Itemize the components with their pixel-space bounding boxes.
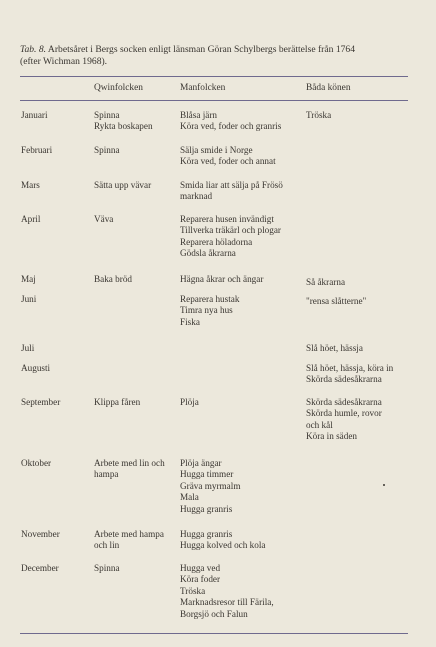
task-text: Plöja (180, 397, 199, 407)
task-text: Väva (94, 214, 114, 224)
task-text: Tröska (306, 110, 332, 120)
task-text: Arbete med hampa (94, 529, 164, 539)
task-text: Köra in säden (306, 431, 358, 442)
men-cell (180, 110, 304, 133)
task-text: Gräva myrmalm (180, 480, 241, 491)
both-cell (306, 397, 416, 443)
women-cell (94, 180, 178, 191)
header-rule (20, 100, 408, 101)
task-text: Tröska (180, 585, 206, 596)
task-text: Slå höet, hässja (306, 343, 363, 353)
month-cell (21, 180, 91, 191)
task-text: Baka bröd (94, 274, 133, 284)
caption-line-2: (efter Wichman 1968). (20, 56, 108, 67)
task-text: Hugga ved (180, 563, 221, 573)
task-text: och lin (94, 540, 120, 551)
task-text: Skörda sädesåkrarna (306, 397, 382, 407)
bottom-rule (20, 633, 408, 634)
task-text: Skörda humle, rovor (306, 408, 382, 419)
task-text: Marknadsresor till Färila, (180, 597, 274, 608)
month-cell (21, 274, 91, 285)
header-both: Båda könen (306, 83, 351, 93)
men-cell (180, 458, 304, 515)
task-text: Tillverka träkärl och plogar (180, 225, 281, 236)
task-text: Sälja smide i Norge (180, 145, 253, 155)
both-cell (306, 343, 416, 354)
task-text: Spinna (94, 563, 120, 573)
month-label: Juli (21, 343, 35, 353)
women-cell (94, 145, 178, 156)
month-cell (21, 397, 91, 408)
task-text: Köra ved, foder och annat (180, 156, 276, 167)
month-cell (21, 214, 91, 225)
caption-text: Arbetsåret i Bergs socken enligt länsman Göran Schylbergs berättelse från 1764 (47, 44, 356, 55)
month-label: September (21, 397, 61, 407)
task-text: hampa (94, 469, 119, 480)
task-text: Mala (180, 492, 199, 503)
stray-mark (383, 484, 385, 486)
task-text: Köra foder (180, 574, 221, 585)
task-text: och kål (306, 419, 333, 430)
task-text: Blåsa järn (180, 110, 217, 120)
men-cell (180, 180, 304, 203)
task-text: Rykta boskapen (94, 121, 153, 132)
both-cell (306, 277, 416, 288)
month-cell (21, 110, 91, 121)
task-text: Smida liar att sälja på Frösö (180, 180, 283, 190)
task-text: Gödsla åkrarna (180, 248, 236, 259)
task-text: Skörda sädesåkrarna (306, 374, 382, 385)
month-label: Januari (21, 110, 48, 120)
task-text: Reparera husen invändigt (180, 214, 274, 224)
task-text: "rensa slåtterne" (306, 296, 367, 306)
month-cell (21, 294, 91, 305)
month-label: April (21, 214, 41, 224)
task-text: Fiska (180, 316, 200, 327)
month-cell (21, 458, 91, 469)
both-cell (306, 363, 416, 386)
header-women: Qwinfolcken (94, 83, 143, 93)
men-cell (180, 145, 304, 168)
task-text: Hugga granris (180, 529, 233, 539)
task-text: Hugga kolved och kola (180, 540, 266, 551)
men-cell (180, 294, 304, 328)
task-text: Slå höet, hässja, köra in (306, 363, 394, 373)
month-label: Augusti (21, 363, 51, 373)
month-cell (21, 343, 91, 354)
both-cell (306, 110, 416, 121)
top-rule (20, 76, 408, 77)
women-cell (94, 214, 178, 225)
caption-line-1 (20, 44, 420, 56)
caption-label: Tab. 8. (20, 44, 47, 55)
task-text: Hägna åkrar och ängar (180, 274, 264, 284)
men-cell (180, 563, 304, 620)
task-text: Köra ved, foder och granris (180, 121, 282, 132)
month-label: Oktober (21, 458, 52, 468)
month-label: Februari (21, 145, 53, 155)
men-cell (180, 529, 304, 552)
women-cell (94, 458, 178, 481)
women-cell (94, 110, 178, 133)
month-cell (21, 563, 91, 574)
month-label: Juni (21, 294, 37, 304)
task-text: Sätta upp vävar (94, 180, 152, 190)
month-label: November (21, 529, 60, 539)
task-text: Timra nya hus (180, 305, 233, 316)
task-text: Reparera höladorna (180, 236, 253, 247)
women-cell (94, 529, 178, 552)
task-text: Spinna (94, 110, 120, 120)
task-text: Klippa fåren (94, 397, 141, 407)
men-cell (180, 214, 304, 260)
month-label: Maj (21, 274, 36, 284)
month-label: Mars (21, 180, 40, 190)
women-cell (94, 397, 178, 408)
header-men: Manfolcken (180, 83, 226, 93)
month-cell (21, 145, 91, 156)
both-cell (306, 296, 416, 307)
task-text: Borgsjö och Falun (180, 608, 248, 619)
men-cell (180, 397, 304, 408)
table-caption (20, 44, 420, 68)
task-text: Hugga timmer (180, 469, 234, 480)
women-cell (94, 274, 178, 285)
task-text: marknad (180, 191, 213, 202)
task-text: Arbete med lin och (94, 458, 165, 468)
women-cell (94, 563, 178, 574)
month-label: December (21, 563, 59, 573)
month-cell (21, 363, 91, 374)
task-text: Reparera hustak (180, 294, 240, 304)
task-text: Så åkrarna (306, 277, 346, 287)
task-text: Spinna (94, 145, 120, 155)
task-text: Plöja ängar (180, 458, 222, 468)
month-cell (21, 529, 91, 540)
men-cell (180, 274, 304, 285)
task-text: Hugga granris (180, 503, 233, 514)
